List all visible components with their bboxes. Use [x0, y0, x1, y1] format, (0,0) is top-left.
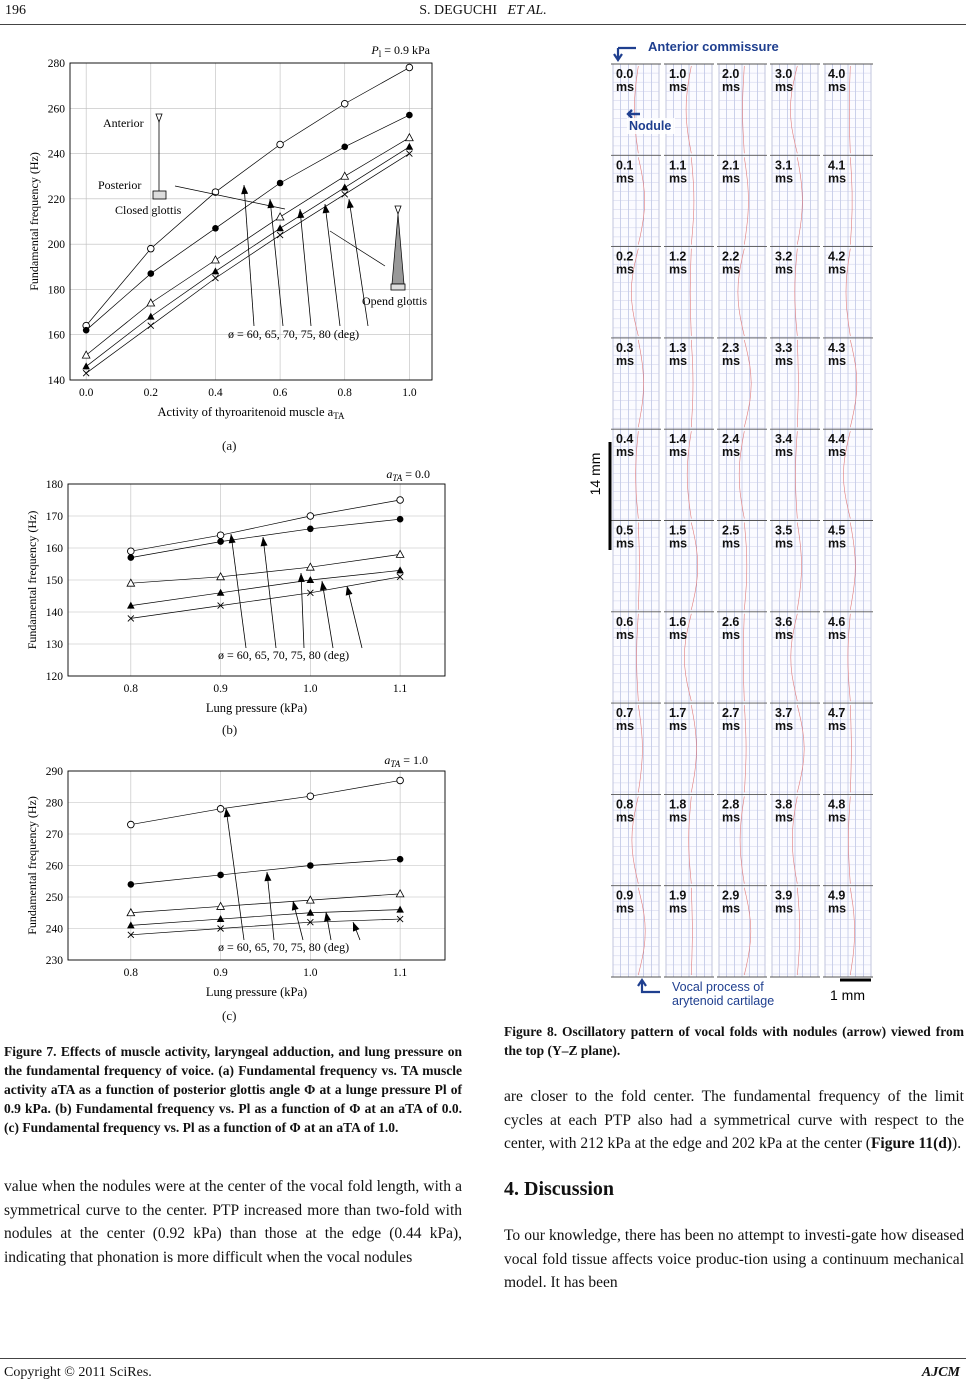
time-unit: ms [616, 171, 635, 186]
data-point [212, 256, 220, 263]
x-tick-label: 0.8 [123, 683, 139, 695]
time-label: 1.5 [669, 523, 687, 538]
phi-arrow-4-shaft [322, 581, 333, 648]
data-point [82, 351, 90, 358]
phi-arrow-4-shaft [325, 204, 340, 326]
y-tick-label: 150 [45, 575, 63, 587]
time-unit: ms [669, 901, 688, 916]
y-tick-label: 160 [45, 543, 63, 555]
time-label: 1.2 [669, 249, 687, 264]
time-label: 1.4 [669, 432, 687, 447]
series-2 [128, 856, 404, 888]
oscillation-strip-1 [611, 64, 661, 977]
pressure-sub: l [378, 49, 382, 59]
x-tick-label: 1.1 [392, 683, 408, 695]
x-tick-label: 0.9 [213, 683, 228, 695]
time-unit: ms [669, 810, 688, 825]
data-point [148, 245, 155, 252]
y-tick-label: 270 [45, 829, 63, 841]
time-unit: ms [775, 901, 794, 916]
time-unit: ms [828, 262, 847, 277]
data-point [148, 270, 155, 277]
data-point [128, 881, 135, 888]
series-line [131, 570, 400, 605]
figure-7b-chart [0, 462, 462, 720]
time-label: 0.5 [616, 523, 634, 538]
anterior-commissure-arrow-icon [614, 48, 636, 60]
phi-label: ø = 60, 65, 70, 75, 80 (deg) [218, 648, 350, 662]
open-glottis-pointer [330, 231, 385, 266]
figure-11d-link[interactable]: Figure 11(d) [870, 1135, 953, 1152]
time-label: 3.8 [775, 797, 793, 812]
time-unit: ms [616, 536, 635, 551]
time-label: 0.9 [616, 888, 634, 903]
y-tick-label: 240 [47, 148, 65, 161]
time-unit: ms [722, 80, 741, 94]
time-label: 4.3 [828, 340, 846, 355]
data-point [212, 267, 220, 274]
oscillation-strip-4 [770, 64, 820, 977]
phi-arrow-4-head [323, 204, 330, 213]
series-4 [127, 906, 404, 929]
time-unit: ms [722, 262, 741, 277]
time-label: 2.8 [722, 797, 740, 812]
time-unit: ms [828, 627, 847, 642]
time-unit: ms [722, 810, 741, 825]
open-glottis-base-icon [391, 284, 405, 290]
figure-7c-chart [0, 748, 462, 1004]
y-tick-label: 260 [45, 860, 63, 873]
series-5 [128, 916, 403, 938]
data-point [276, 213, 284, 220]
data-point [276, 224, 284, 231]
time-label: 3.9 [775, 888, 793, 903]
running-header [0, 3, 966, 19]
time-label: 0.2 [616, 249, 634, 264]
series-line [131, 919, 400, 935]
time-unit: ms [828, 80, 847, 94]
time-label: 3.1 [775, 158, 793, 173]
data-point [396, 890, 404, 897]
data-point [341, 172, 349, 179]
series-1 [128, 497, 404, 555]
pressure-symbol: P [371, 43, 379, 57]
time-unit: ms [828, 810, 847, 825]
y-tick-label: 160 [47, 329, 65, 342]
x-tick-label: 1.0 [303, 683, 318, 695]
closed-glottis-top-icon [156, 114, 162, 122]
time-unit: ms [722, 901, 741, 916]
phi-arrow-1-shaft [244, 185, 254, 326]
series-5 [128, 574, 403, 622]
right-column-paragraph-1 [504, 1085, 964, 1156]
y-tick-label: 140 [45, 607, 63, 619]
nodule-label: Nodule [629, 119, 672, 133]
series-line [86, 138, 409, 355]
x-axis-label: Activity of thyroaritenoid muscle $a_{TA}$ [157, 405, 345, 421]
figure-7-caption [4, 1042, 462, 1137]
time-label: 0.0 [616, 67, 634, 81]
phi-arrow-5-head [353, 922, 360, 932]
time-label: 2.7 [722, 706, 740, 721]
time-label: 2.6 [722, 614, 740, 629]
data-point [397, 856, 404, 863]
phi-arrow-4-head [324, 912, 331, 921]
data-point [277, 141, 284, 148]
time-unit: ms [775, 627, 794, 642]
time-unit: ms [775, 171, 794, 186]
phi-arrow-4-head [320, 581, 327, 590]
open-glottis-top-icon [395, 206, 401, 214]
time-unit: ms [775, 536, 794, 551]
param-sub: TA [392, 473, 403, 483]
time-label: 0.7 [616, 706, 634, 721]
time-unit: ms [722, 353, 741, 368]
figure-7b-label: (b) [222, 722, 238, 737]
x-axis-label-sub: TA [333, 411, 345, 421]
closed-glottis-label: Closed glottis [115, 203, 182, 217]
data-point [217, 538, 224, 545]
data-point [396, 906, 404, 913]
time-label: 4.9 [828, 888, 846, 903]
x-tick-label: 0.6 [272, 387, 288, 399]
x-tick-label: 0.8 [123, 967, 139, 979]
series-2 [128, 516, 404, 561]
time-label: 0.3 [616, 340, 634, 355]
data-point [397, 497, 404, 504]
x-tick-label: 1.0 [402, 387, 417, 399]
time-unit: ms [828, 719, 847, 734]
time-label: 4.7 [828, 706, 846, 721]
y-tick-label: 170 [45, 511, 63, 523]
vocal-process-label-2: arytenoid cartilage [672, 994, 775, 1008]
data-point [212, 225, 219, 232]
y-axis-label: Fundamental frequency (Hz) [25, 796, 39, 935]
y-axis-label: Fundamental frequency (Hz) [25, 510, 39, 650]
header-rule [0, 24, 966, 25]
x-tick-label: 0.2 [143, 387, 158, 399]
time-unit: ms [775, 445, 794, 460]
phi-arrow-2-head [261, 537, 268, 546]
y-tick-label: 280 [47, 58, 65, 70]
data-point [128, 548, 135, 555]
time-unit: ms [722, 171, 741, 186]
time-unit: ms [616, 901, 635, 916]
time-label: 1.3 [669, 340, 687, 355]
time-unit: ms [722, 719, 741, 734]
data-point [217, 806, 224, 813]
y-tick-label: 200 [47, 239, 65, 252]
time-unit: ms [775, 353, 794, 368]
param-note [384, 753, 428, 769]
figure-7-caption-text: Figure 7. Effects of muscle activity, laryngeal adduction, and lung pressure on the fundamental frequency of voice. (a) Fundamental frequency vs. TA muscle activity aTA as a function of posterior glottis angle Φ at a lunge pressure Pl of 0.9 kPa. (b) Fundamental frequency vs. Pl as a function of Φ at an aTA of 0.0. (c) Fundamental frequency vs. Pl as a function of Φ at an aTA of 1.0. [4, 1044, 462, 1135]
param-value: = 0.0 [402, 467, 430, 481]
param-symbol: a [384, 753, 391, 767]
phi-arrow-3-shaft [301, 573, 304, 648]
time-unit: ms [722, 627, 741, 642]
pressure-note [370, 43, 430, 59]
time-label: 0.8 [616, 797, 634, 812]
data-point [406, 64, 413, 71]
phi-arrow-2-shaft [267, 872, 274, 940]
time-label: 4.0 [828, 67, 846, 81]
data-point [147, 313, 155, 320]
x-tick-label: 1.1 [392, 967, 408, 979]
y-tick-label: 230 [45, 955, 63, 967]
data-point [307, 513, 314, 520]
time-unit: ms [616, 627, 635, 642]
x-axis-label: Lung pressure (kPa) [205, 701, 308, 715]
time-unit: ms [775, 719, 794, 734]
phi-arrow-5-shaft [347, 586, 362, 648]
param-symbol: a [386, 467, 393, 481]
time-label: 2.1 [722, 158, 740, 173]
data-point [217, 532, 224, 539]
vocal-process-arrow-icon [638, 980, 660, 992]
phi-arrow-5-head [347, 199, 354, 208]
header-etal: ET AL. [507, 3, 547, 18]
time-label: 2.0 [722, 67, 740, 81]
data-point [128, 821, 135, 828]
time-label: 4.1 [828, 158, 846, 173]
figure-7c-label: (c) [222, 1008, 237, 1023]
time-label: 2.2 [722, 249, 740, 264]
time-label: 4.2 [828, 249, 846, 264]
time-unit: ms [616, 719, 635, 734]
data-point [397, 777, 404, 784]
section-title: 4. Discussion [504, 1178, 615, 1200]
y-tick-label: 120 [45, 671, 63, 683]
time-label: 3.2 [775, 249, 793, 264]
phi-arrow-2-shaft [263, 537, 276, 648]
data-point [406, 143, 414, 150]
time-label: 4.4 [828, 432, 846, 447]
phi-arrow-3-head [298, 573, 305, 582]
phi-label: ø = 60, 65, 70, 75, 80 (deg) [218, 940, 350, 954]
footer-copyright: Copyright © 2011 SciRes. [4, 1365, 152, 1380]
series-line [131, 894, 400, 913]
data-point [341, 100, 348, 107]
series-line [86, 68, 409, 326]
time-unit: ms [616, 445, 635, 460]
y-tick-label: 260 [47, 103, 65, 116]
time-label: 0.1 [616, 158, 634, 173]
footer-journal: AJCM [921, 1365, 960, 1380]
param-note [386, 467, 430, 483]
x-tick-label: 0.8 [337, 387, 352, 399]
footer-rule [0, 1358, 966, 1359]
time-unit: ms [669, 627, 688, 642]
time-unit: ms [828, 901, 847, 916]
time-label: 1.1 [669, 158, 687, 173]
time-unit: ms [669, 536, 688, 551]
data-point [147, 299, 155, 306]
y-tick-label: 280 [45, 797, 63, 810]
time-unit: ms [722, 445, 741, 460]
time-unit: ms [828, 536, 847, 551]
time-label: 3.7 [775, 706, 793, 721]
data-point [307, 862, 314, 869]
posterior-label: Posterior [98, 178, 142, 192]
phi-arrow-2-head [267, 199, 274, 208]
horizontal-scale-label: 1 mm [830, 987, 865, 1003]
open-glottis-label: Opend glottis [362, 294, 427, 308]
time-label: 1.6 [669, 614, 687, 629]
param-value: = 1.0 [400, 753, 428, 767]
y-axis-label: Fundamental frequency (Hz) [27, 152, 41, 291]
open-glottis-shape [392, 214, 404, 284]
vocal-process-label-1: Vocal process of [672, 980, 764, 994]
time-unit: ms [669, 445, 688, 460]
time-label: 4.5 [828, 523, 846, 538]
series-4 [127, 566, 404, 608]
y-tick-label: 130 [45, 639, 63, 651]
time-label: 1.8 [669, 797, 687, 812]
time-label: 4.6 [828, 614, 846, 629]
figure-8-image [580, 34, 966, 1012]
time-unit: ms [616, 262, 635, 277]
series-line [131, 519, 400, 557]
data-point [277, 180, 284, 187]
phi-arrow-1-head [224, 808, 231, 817]
series-3 [82, 134, 413, 358]
left-column-paragraph: value when the nodules were at the center of the vocal fold length, with a symmetrical curve to the center. PTP increased more than two-fold with nodules at the center (0.92 kPa) than those at the edge (0.44 kPa), indicating that phonation is more difficult when the vocal nodules [4, 1178, 462, 1266]
time-unit: ms [669, 171, 688, 186]
time-label: 2.3 [722, 340, 740, 355]
time-label: 3.3 [775, 340, 793, 355]
time-unit: ms [828, 445, 847, 460]
time-label: 1.9 [669, 888, 687, 903]
phi-arrow-1-head [229, 534, 236, 543]
series-3 [127, 890, 404, 916]
figure-7a-label: (a) [222, 438, 237, 453]
x-tick-label: 0.4 [208, 387, 223, 399]
y-tick-label: 180 [45, 479, 63, 491]
data-point [307, 909, 315, 916]
time-label: 0.6 [616, 614, 634, 629]
time-unit: ms [669, 262, 688, 277]
y-tick-label: 290 [45, 766, 63, 778]
data-point [307, 793, 314, 800]
phi-label: ø = 60, 65, 70, 75, 80 (deg) [228, 327, 360, 341]
figure-8-caption: Figure 8. Oscillatory pattern of vocal folds with nodules (arrow) viewed from the top (Y–Z plane). [504, 1024, 964, 1058]
time-unit: ms [775, 80, 794, 94]
figure-7a-chart [0, 36, 462, 432]
right-column-paragraph-2: To our knowledge, there has been no attempt to investi-gate how diseased vocal fold tissue affects voice produc-tion using a continuum mechanical model. It has been [504, 1227, 964, 1291]
series-line [86, 115, 409, 330]
y-tick-label: 180 [47, 284, 65, 297]
time-label: 3.5 [775, 523, 793, 538]
data-point [217, 872, 224, 879]
time-unit: ms [775, 810, 794, 825]
series-line [131, 910, 400, 926]
time-label: 3.0 [775, 67, 793, 81]
phi-arrow-2-head [264, 872, 271, 881]
data-point [307, 526, 314, 533]
data-point [396, 550, 404, 557]
phi-arrow-5-shaft [349, 199, 368, 326]
y-tick-label: 220 [47, 193, 65, 206]
y-tick-label: 250 [45, 892, 63, 904]
data-point [82, 362, 90, 369]
time-unit: ms [828, 171, 847, 186]
time-unit: ms [775, 262, 794, 277]
time-unit: ms [828, 353, 847, 368]
phi-arrow-3-head [292, 901, 299, 911]
header-authors: S. DEGUCHI [419, 3, 498, 18]
time-unit: ms [722, 536, 741, 551]
data-point [128, 554, 135, 561]
time-label: 1.0 [669, 67, 687, 81]
time-unit: ms [669, 80, 688, 94]
time-label: 2.9 [722, 888, 740, 903]
time-unit: ms [616, 810, 635, 825]
x-tick-label: 0.0 [78, 387, 94, 399]
data-point [396, 566, 404, 573]
phi-arrow-5-head [346, 586, 353, 596]
time-label: 3.6 [775, 614, 793, 629]
pressure-value: = 0.9 kPa [381, 43, 430, 57]
right-para-1-end: ). [952, 1135, 962, 1152]
y-tick-label: 140 [47, 375, 65, 387]
time-unit: ms [669, 353, 688, 368]
time-label: 2.5 [722, 523, 740, 538]
time-unit: ms [616, 80, 635, 94]
vertical-scale-label: 14 mm [587, 452, 603, 496]
anterior-commissure-label: Anterior commissure [648, 39, 779, 54]
time-label: 3.4 [775, 432, 793, 447]
time-label: 0.4 [616, 432, 634, 447]
y-tick-label: 240 [45, 923, 63, 936]
phi-arrow-3-shaft [300, 209, 311, 326]
data-point [397, 516, 404, 523]
x-axis-label: Lung pressure (kPa) [205, 985, 308, 999]
phi-arrow-1-head [241, 185, 248, 194]
data-point [341, 143, 348, 150]
time-label: 4.8 [828, 797, 846, 812]
closed-glottis-base-icon [153, 191, 166, 199]
page-number: 196 [5, 3, 26, 18]
param-sub: TA [390, 759, 401, 769]
x-tick-label: 0.9 [213, 967, 228, 979]
time-label: 1.7 [669, 706, 687, 721]
data-point [83, 327, 90, 334]
data-point [341, 184, 349, 191]
data-point [406, 134, 414, 141]
time-label: 2.4 [722, 432, 740, 447]
oscillation-strip-3 [717, 64, 767, 977]
oscillation-strip-2 [664, 64, 714, 977]
x-tick-label: 1.0 [303, 967, 318, 979]
anterior-label: Anterior [103, 116, 144, 130]
right-para-1-text: are closer to the fold center. The fundamental frequency of the limit cycles at each PTP also had a symmetrical curve with respect to the center, with 212 kPa at the edge and 202 kPa at the center ( [504, 1088, 964, 1152]
time-unit: ms [669, 719, 688, 734]
oscillation-strip-5 [823, 64, 873, 977]
data-point [406, 112, 413, 119]
time-unit: ms [616, 353, 635, 368]
